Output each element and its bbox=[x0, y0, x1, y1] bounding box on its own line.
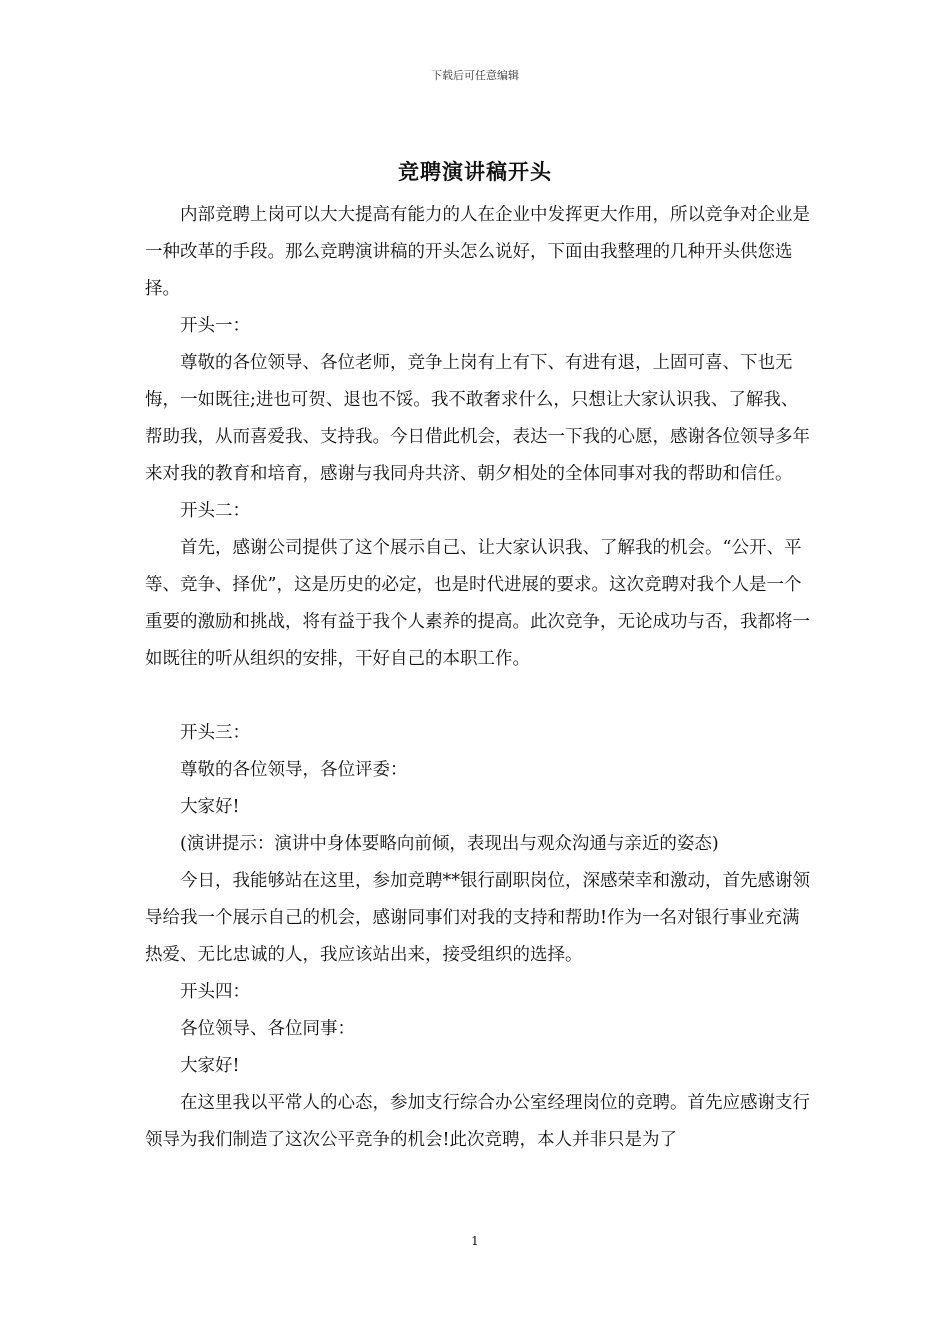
page-header-note: 下载后可任意编辑 bbox=[431, 69, 519, 82]
greeting: 大家好! bbox=[180, 1056, 240, 1076]
body-paragraph: 在这里我以平常人的心态，参加支行综合办公室经理岗位的竞聘。首先应感谢支行领导为我们制造了这次公平竞争的机会!此次竞聘，本人并非只是为了 bbox=[145, 1093, 810, 1150]
speech-tip: (演讲提示：演讲中身体要略向前倾，表现出与观众沟通与亲近的姿态) bbox=[180, 834, 719, 854]
intro-paragraph: 内部竞聘上岗可以大大提高有能力的人在企业中发挥更大作用，所以竞争对企业是一种改革的手段。那么竞聘演讲稿的开头怎么说好，下面由我整理的几种开头供您选择。 bbox=[145, 205, 810, 299]
page-number: 1 bbox=[471, 1234, 479, 1248]
document-title: 竞聘演讲稿开头 bbox=[398, 159, 552, 184]
section-heading-4: 开头四： bbox=[180, 982, 250, 1002]
body-paragraph: 今日，我能够站在这里，参加竞聘**银行副职岗位，深感荣幸和激动，首先感谢领导给我一个展示自己的机会，感谢同事们对我的支持和帮助!作为一名对银行事业充满热爱、无比忠诚的人，我应该站出来，接受组织的选择。 bbox=[145, 871, 810, 965]
body-paragraph: 尊敬的各位领导、各位老师，竞争上岗有上有下、有进有退，上固可喜、下也无悔，一如既往;进也可贺、退也不馁。我不敢奢求什么，只想让大家认识我、了解我、帮助我，从而喜爱我、支持我。今日借此机会，表达一下我的心愿，感谢各位领导多年来对我的教育和培育，感谢与我同舟共济、朝夕相处的全体同事对我的帮助和信任。 bbox=[145, 353, 810, 484]
body-paragraph: 首先，感谢公司提供了这个展示自己、让大家认识我、了解我的机会。“公开、平等、竞争、择优”，这是历史的必定，也是时代进展的要求。这次竞聘对我个人是一个重要的激励和挑战，将有益于我个人素养的提高。此次竞争，无论成功与否，我都将一如既往的听从组织的安排，干好自己的本职工作。 bbox=[145, 538, 810, 669]
section-heading-1: 开头一： bbox=[180, 316, 250, 336]
salutation: 各位领导、各位同事： bbox=[180, 1019, 355, 1039]
section-heading-2: 开头二： bbox=[180, 501, 250, 521]
section-heading-3: 开头三： bbox=[180, 723, 250, 743]
salutation: 尊敬的各位领导，各位评委： bbox=[180, 760, 408, 780]
document-body bbox=[145, 197, 815, 1159]
greeting: 大家好! bbox=[180, 797, 240, 817]
